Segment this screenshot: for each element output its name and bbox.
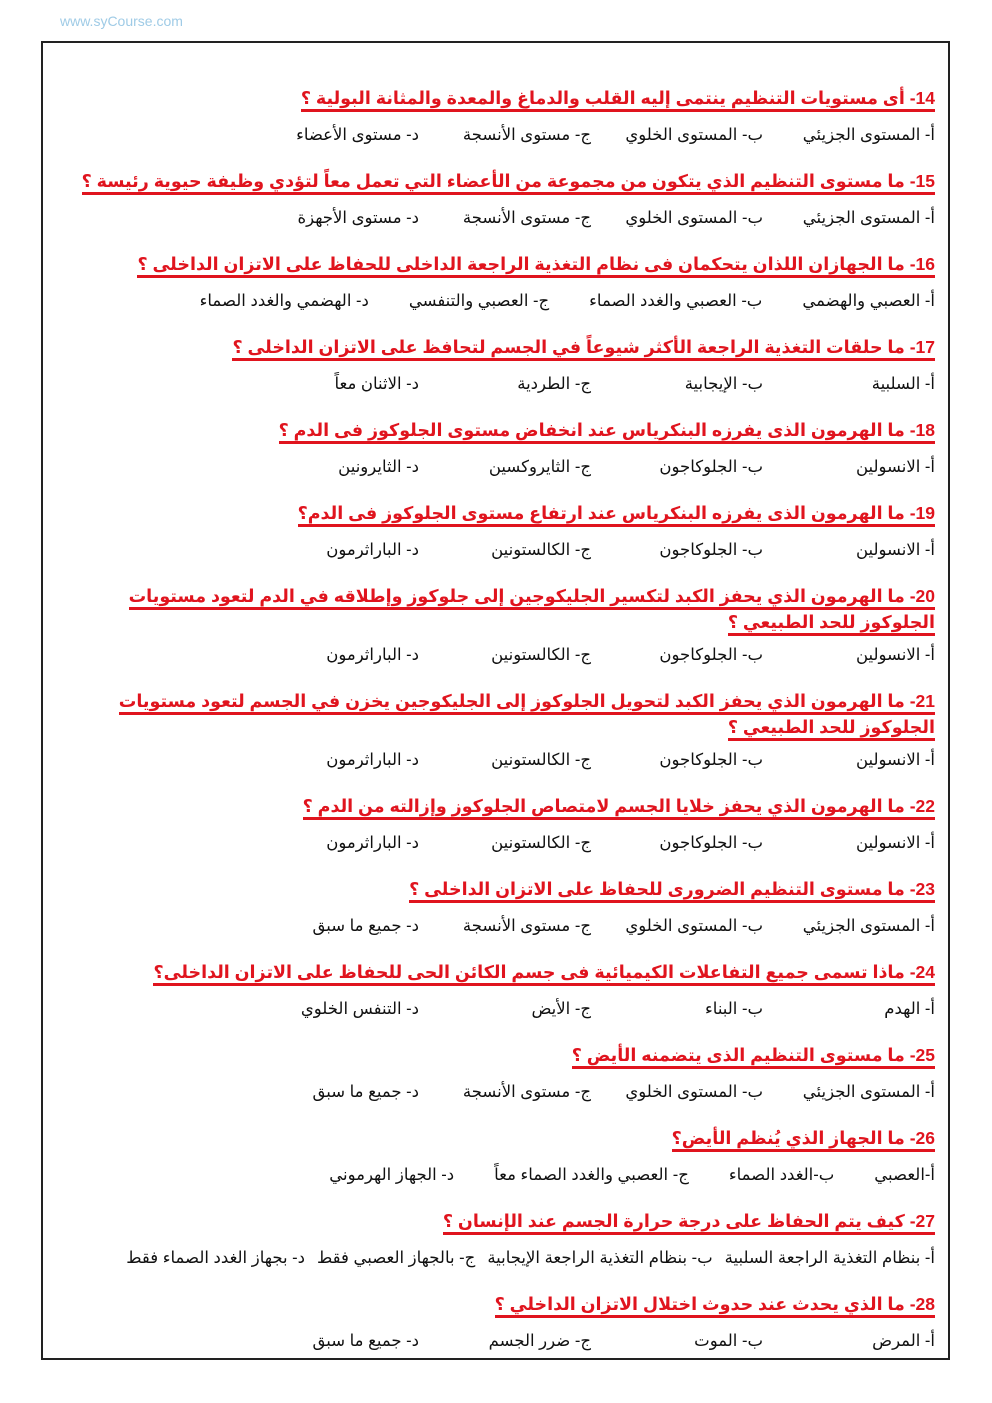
- options-row: [60, 286, 935, 329]
- answer-option[interactable]: د- جميع ما سبق: [312, 1332, 419, 1350]
- question: [60, 1203, 935, 1243]
- answer-option[interactable]: ب- الجلوكاجون: [659, 751, 763, 769]
- options-row: [60, 369, 935, 412]
- answer-option[interactable]: د- التنفس الخلوي: [300, 1000, 419, 1018]
- answer-option[interactable]: ب- البناء: [705, 1000, 763, 1018]
- question-text: 15- ما مستوى التنظيم الذي يتكون من مجموعة من الأعضاء التي تعمل معاً لتؤدي وظيفة حيوية رئيسة ؟: [82, 171, 935, 195]
- question-text: 17- ما حلقات التغذية الراجعة الأكثر شيوعاً في الجسم لتحافظ على الاتزان الداخلى ؟: [232, 337, 935, 361]
- answer-option[interactable]: أ- السلبية: [871, 375, 935, 393]
- question: [60, 1037, 935, 1077]
- answer-option[interactable]: ج- بالجهاز العصبي فقط: [317, 1249, 476, 1267]
- options-row: [60, 203, 935, 246]
- options-row: [60, 1160, 935, 1203]
- options-row: [60, 994, 935, 1037]
- answer-option[interactable]: ج- الثايروكسين: [488, 458, 591, 476]
- question: [60, 954, 935, 994]
- options-row: [60, 745, 935, 788]
- answer-option[interactable]: ج- مستوى الأنسجة: [462, 209, 591, 227]
- answer-option[interactable]: ب- العصبي والغدد الصماء: [589, 292, 763, 310]
- answer-option[interactable]: د- الجهاز الهرموني: [329, 1166, 455, 1184]
- answer-option[interactable]: ج- مستوى الأنسجة: [462, 917, 591, 935]
- answer-option[interactable]: ج- الكالستونين: [491, 834, 591, 852]
- question: [60, 329, 935, 369]
- question-list: [60, 80, 935, 1369]
- question-text: 22- ما الهرمون الذي يحفز خلايا الجسم لامتصاص الجلوكوز وإزالته من الدم ؟: [303, 796, 935, 820]
- question-text: 19- ما الهرمون الذى يفرزه البنكرياس عند ارتفاع مستوى الجلوكوز فى الدم؟: [298, 503, 935, 527]
- question: [60, 578, 935, 640]
- answer-option[interactable]: أ-العصبي: [874, 1166, 935, 1184]
- question: [60, 163, 935, 203]
- answer-option[interactable]: ج- ضرر الجسم: [488, 1332, 591, 1350]
- question: [60, 871, 935, 911]
- answer-option[interactable]: ب- الإيجابية: [684, 375, 763, 393]
- options-row: [60, 120, 935, 163]
- question: [60, 80, 935, 120]
- answer-option[interactable]: أ- العصبي والهضمي: [802, 292, 935, 310]
- answer-option[interactable]: ب- بنظام التغذية الراجعة الإيجابية: [487, 1249, 713, 1267]
- answer-option[interactable]: أ- الهدم: [884, 1000, 935, 1018]
- options-row: [60, 452, 935, 495]
- answer-option[interactable]: د- الباراثرمون: [326, 834, 419, 852]
- question-text: 26- ما الجهاز الذي يُنظم الأيض؟: [672, 1128, 935, 1152]
- answer-option[interactable]: ب- الجلوكاجون: [659, 458, 763, 476]
- answer-option[interactable]: د- الباراثرمون: [326, 541, 419, 559]
- answer-option[interactable]: أ- الانسولين: [855, 751, 935, 769]
- question-text: 25- ما مستوى التنظيم الذى يتضمنه الأيض ؟: [572, 1045, 935, 1069]
- answer-option[interactable]: ج- الكالستونين: [491, 541, 591, 559]
- answer-option[interactable]: ب- الجلوكاجون: [659, 646, 763, 664]
- question-text: 28- ما الذي يحدث عند حدوث اختلال الاتزان الداخلي ؟: [495, 1294, 935, 1318]
- question: [60, 1286, 935, 1326]
- question: [60, 1120, 935, 1160]
- answer-option[interactable]: د- الهضمي والغدد الصماء: [199, 292, 369, 310]
- question-text: 23- ما مستوى التنظيم الضرورى للحفاظ على الاتزان الداخلى ؟: [409, 879, 935, 903]
- answer-option[interactable]: ب- المستوى الخلوي: [625, 126, 763, 144]
- answer-option[interactable]: أ- بنظام التغذية الراجعة السلبية: [724, 1249, 935, 1267]
- answer-option[interactable]: ج- الكالستونين: [491, 646, 591, 664]
- options-row: [60, 911, 935, 954]
- answer-option[interactable]: د- الباراثرمون: [326, 646, 419, 664]
- answer-option[interactable]: د- مستوى الأجهزة: [297, 209, 419, 227]
- answer-option[interactable]: ج- الكالستونين: [491, 751, 591, 769]
- answer-option[interactable]: ب- الجلوكاجون: [659, 834, 763, 852]
- answer-option[interactable]: د- الاثنان معاً: [334, 375, 419, 393]
- options-row: [60, 1326, 935, 1369]
- question-text: 20- ما الهرمون الذي يحفز الكبد لتكسير الجليكوجين إلى جلوكوز وإطلاقه في الدم لتعود مستويات الجلوكوز للحد الطبيعي ؟: [129, 586, 935, 636]
- options-row: [60, 1077, 935, 1120]
- question-text: 16- ما الجهازان اللذان يتحكمان فى نظام التغذية الراجعة الداخلى للحفاظ على الاتزان الداخلى ؟: [137, 254, 935, 278]
- question: [60, 246, 935, 286]
- question: [60, 788, 935, 828]
- answer-option[interactable]: أ- المرض: [872, 1332, 935, 1350]
- answer-option[interactable]: أ- الانسولين: [855, 541, 935, 559]
- question-text: 14- أى مستويات التنظيم ينتمى إليه القلب والدماغ والمعدة والمثانة البولية ؟: [301, 88, 935, 112]
- answer-option[interactable]: د- جميع ما سبق: [312, 1083, 419, 1101]
- options-row: [60, 535, 935, 578]
- question-text: 18- ما الهرمون الذى يفرزه البنكرياس عند انخفاض مستوى الجلوكوز فى الدم ؟: [279, 420, 935, 444]
- answer-option[interactable]: ج- الأيض: [531, 1000, 591, 1018]
- answer-option[interactable]: د- الباراثرمون: [326, 751, 419, 769]
- answer-option[interactable]: ج- العصبي والغدد الصماء معاً: [494, 1166, 689, 1184]
- answer-option[interactable]: أ- الانسولين: [855, 834, 935, 852]
- answer-option[interactable]: أ- الانسولين: [855, 646, 935, 664]
- answer-option[interactable]: ج- العصبي والتنفسي: [408, 292, 550, 310]
- answer-option[interactable]: ب- المستوى الخلوي: [625, 209, 763, 227]
- options-row: [60, 1243, 935, 1286]
- question-text: 27- كيف يتم الحفاظ على درجة حرارة الجسم عند الإنسان ؟: [443, 1211, 935, 1235]
- options-row: [60, 828, 935, 871]
- answer-option[interactable]: أ- المستوى الجزيئي: [802, 917, 935, 935]
- question: [60, 412, 935, 452]
- question: [60, 495, 935, 535]
- options-row: [60, 640, 935, 683]
- answer-option[interactable]: ج- الطردية: [517, 375, 591, 393]
- answer-option[interactable]: د- الثايرونين: [338, 458, 419, 476]
- answer-option[interactable]: د- جميع ما سبق: [312, 917, 419, 935]
- answer-option[interactable]: د- مستوى الأعضاء: [296, 126, 419, 144]
- question: [60, 683, 935, 745]
- question-text: 21- ما الهرمون الذي يحفز الكبد لتحويل الجلوكوز إلى الجليكوجين يخزن في الجسم لتعود مستويات الجلوكوز للحد الطبيعي ؟: [119, 691, 935, 741]
- answer-option[interactable]: أ- الانسولين: [855, 458, 935, 476]
- answer-option[interactable]: ب- المستوى الخلوي: [625, 917, 763, 935]
- answer-option[interactable]: أ- المستوى الجزيئي: [802, 126, 935, 144]
- answer-option[interactable]: ج- مستوى الأنسجة: [462, 1083, 591, 1101]
- answer-option[interactable]: ب- الموت: [694, 1332, 763, 1350]
- watermark-text: www.syCourse.com: [60, 13, 183, 29]
- answer-option[interactable]: ب-الغدد الصماء: [728, 1166, 835, 1184]
- answer-option[interactable]: ب- المستوى الخلوي: [625, 1083, 763, 1101]
- answer-option[interactable]: ب- الجلوكاجون: [659, 541, 763, 559]
- answer-option[interactable]: أ- المستوى الجزيئي: [802, 1083, 935, 1101]
- answer-option[interactable]: أ- المستوى الجزيئي: [802, 209, 935, 227]
- answer-option[interactable]: ج- مستوى الأنسجة: [462, 126, 591, 144]
- question-text: 24- ماذا تسمى جميع التفاعلات الكيميائية فى جسم الكائن الحى للحفاظ على الاتزان الداخلى؟: [153, 962, 935, 986]
- answer-option[interactable]: د- بجهاز الغدد الصماء فقط: [126, 1249, 305, 1267]
